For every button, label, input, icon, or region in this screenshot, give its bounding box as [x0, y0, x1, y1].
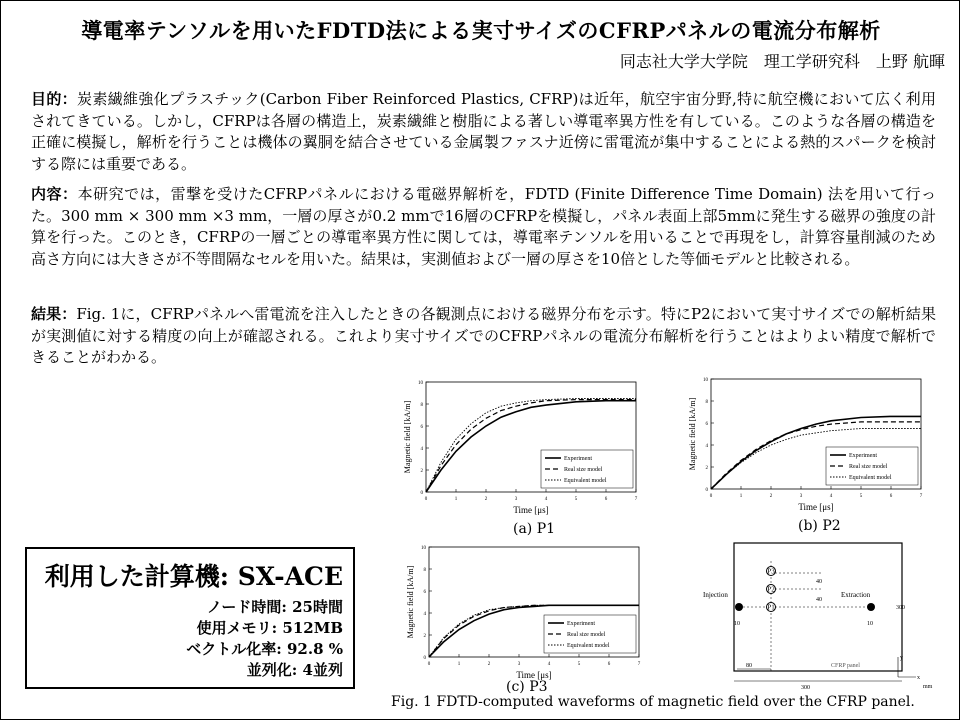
- y-tick-label: 8: [423, 568, 426, 573]
- purpose-paragraph: [31, 89, 936, 175]
- y-tick-label: 0: [420, 491, 423, 496]
- x-tick-label: 4: [544, 497, 548, 502]
- dim-10-right: 10: [867, 621, 873, 627]
- y-axis-label: Magnetic field [kA/m]: [406, 565, 415, 639]
- x-tick-label: 4: [829, 494, 833, 499]
- x-tick-label: 7: [919, 494, 923, 499]
- computer-spec-box: [25, 547, 355, 689]
- dim-width: 300: [801, 685, 810, 691]
- y-tick-label: 8: [420, 403, 423, 408]
- x-tick-label: 1: [739, 494, 743, 499]
- injection-point: [735, 603, 743, 611]
- caption-p1: (a) P1: [513, 521, 556, 537]
- y-tick-label: 4: [420, 447, 423, 452]
- y-tick-label: 10: [703, 378, 708, 383]
- y-tick-label: 4: [705, 444, 708, 449]
- dim-height: 300: [896, 605, 905, 611]
- x-tick-label: 7: [634, 497, 638, 502]
- chart-svg: [396, 376, 646, 516]
- x-axis-label: Time [μs]: [513, 505, 549, 515]
- x-tick-label: 5: [577, 662, 581, 667]
- x-tick-label: 1: [457, 662, 461, 667]
- x-tick-label: 6: [607, 662, 611, 667]
- x-tick-label: 7: [637, 662, 641, 667]
- spec-parallel: 並列化: 4並列: [246, 661, 343, 679]
- y-tick-label: 10: [421, 546, 426, 551]
- legend-label-1: Experiment: [564, 456, 592, 462]
- legend-label-1: Experiment: [849, 453, 877, 459]
- page-title: 導電率テンソルを用いたFDTD法による実寸サイズのCFRPパネルの電流分布解析: [81, 18, 881, 43]
- axis-y-label: y: [900, 655, 903, 661]
- legend-label-3: Equivalent model: [564, 478, 607, 484]
- x-axis-label: Time [μs]: [516, 670, 552, 680]
- extraction-label: Extraction: [841, 591, 871, 599]
- extraction-point: [867, 603, 875, 611]
- x-tick-label: 6: [604, 497, 608, 502]
- dim-p2-p1: 40: [816, 597, 822, 603]
- spec-title: 利用した計算機: SX-ACE: [44, 562, 343, 591]
- x-tick-label: 3: [517, 662, 521, 667]
- panel-label: CFRP panel: [831, 663, 860, 669]
- point-p3-label: P3: [767, 567, 775, 576]
- chart-p3: [399, 541, 649, 685]
- legend-label-2: Real size model: [564, 467, 603, 473]
- y-tick-label: 6: [420, 425, 423, 430]
- injection-label: Injection: [703, 591, 728, 599]
- y-tick-label: 0: [423, 656, 426, 661]
- point-p1-label: P1: [767, 603, 775, 612]
- purpose-label: 目的：: [31, 90, 77, 108]
- legend-label-1: Experiment: [567, 621, 595, 627]
- dim-10-left: 10: [734, 621, 740, 627]
- result-paragraph: [31, 304, 936, 369]
- y-tick-label: 10: [418, 381, 423, 386]
- chart-svg: [681, 373, 931, 513]
- y-tick-label: 2: [705, 466, 708, 471]
- point-p2-label: P2: [767, 585, 775, 594]
- x-tick-label: 0: [427, 662, 431, 667]
- figure-caption: Fig. 1 FDTD-computed waveforms of magnetic field over the CFRP panel.: [391, 694, 915, 710]
- panel-diagram: [701, 541, 941, 695]
- x-tick-label: 5: [859, 494, 863, 499]
- content-text: 本研究では，雷撃を受けたCFRPパネルにおける電磁界解析を，FDTD (Finite Difference Time Domain) 法を用いて行った。300 mm × 300 mm ×3 mm，一層の厚さが0.2 mmで16層のCFRPを模擬し，パネル表面上部5mmに発生する磁界の強度の計算を行った。このとき，CFRPの一層ごとの導電率異方性に関しては，導電率テンソルを用いることで再現をし，計算容量削減のため高さ方向には大きさが不等間隔なセルを用いた。結果は，実測値および一層の厚さを10倍とした等価モデルと比較される。: [31, 185, 936, 268]
- result-label: 結果：: [31, 305, 77, 323]
- y-tick-label: 2: [420, 469, 423, 474]
- x-tick-label: 4: [547, 662, 551, 667]
- x-tick-label: 0: [424, 497, 428, 502]
- affiliation: 同志社大学大学院 理工学研究科 上野 航暉: [619, 52, 945, 71]
- chart-svg: [399, 541, 649, 681]
- y-axis-label: Magnetic field [kA/m]: [403, 400, 412, 474]
- x-tick-label: 2: [487, 662, 491, 667]
- x-tick-label: 3: [799, 494, 803, 499]
- legend-label-2: Real size model: [567, 632, 606, 638]
- x-tick-label: 3: [514, 497, 518, 502]
- x-tick-label: 6: [889, 494, 893, 499]
- legend-label-3: Equivalent model: [849, 475, 892, 481]
- x-tick-label: 0: [709, 494, 713, 499]
- x-axis-label: Time [μs]: [798, 502, 834, 512]
- x-tick-label: 2: [484, 497, 488, 502]
- dim-80: 80: [746, 663, 752, 669]
- spec-vectorization: ベクトル化率: 92.8 %: [186, 640, 343, 658]
- content-label: 内容：: [31, 185, 78, 203]
- chart-p2: [681, 373, 931, 517]
- y-tick-label: 8: [705, 400, 708, 405]
- unit-label: mm: [923, 684, 933, 690]
- y-tick-label: 6: [705, 422, 708, 427]
- x-tick-label: 1: [454, 497, 458, 502]
- y-tick-label: 0: [705, 488, 708, 493]
- y-tick-label: 2: [423, 634, 426, 639]
- caption-p3: (c) P3: [506, 679, 548, 695]
- legend-label-3: Equivalent model: [567, 643, 610, 649]
- spec-node-time: ノード時間: 25時間: [206, 598, 343, 616]
- result-text: Fig. 1に，CFRPパネルへ雷電流を注入したときの各観測点における磁界分布を示す。特にP2において実寸サイズでの解析結果が実測値に対する精度の向上が確認される。これより実寸サイズでのCFRPパネルの電流分布解析を行うことはよりよい精度で解析できることがわかる。: [31, 305, 936, 366]
- dim-p3-p2: 40: [816, 579, 822, 585]
- purpose-text: 炭素繊維強化プラスチック(Carbon Fiber Reinforced Plastics, CFRP)は近年，航空宇宙分野,特に航空機において広く利用されてきている。しかし，CFRPは各層の構造上，炭素繊維と樹脂による著しい導電率異方性を有している。このような各層の構造を正確に模擬し，解析を行うことは機体の翼胴を結合させている金属製ファスナ近傍に雷電流が集中することによる熱的スパークを検討する際には重要である。: [31, 90, 936, 173]
- legend-label-2: Real size model: [849, 464, 888, 470]
- content-paragraph: [31, 184, 936, 270]
- y-axis-label: Magnetic field [kA/m]: [688, 397, 697, 471]
- x-tick-label: 2: [769, 494, 773, 499]
- spec-memory: 使用メモリ: 512MB: [196, 619, 343, 637]
- x-tick-label: 5: [574, 497, 578, 502]
- y-tick-label: 4: [423, 612, 426, 617]
- y-tick-label: 6: [423, 590, 426, 595]
- caption-p2: (b) P2: [798, 518, 841, 534]
- axis-x-label: x: [917, 675, 920, 681]
- chart-p1: [396, 376, 646, 520]
